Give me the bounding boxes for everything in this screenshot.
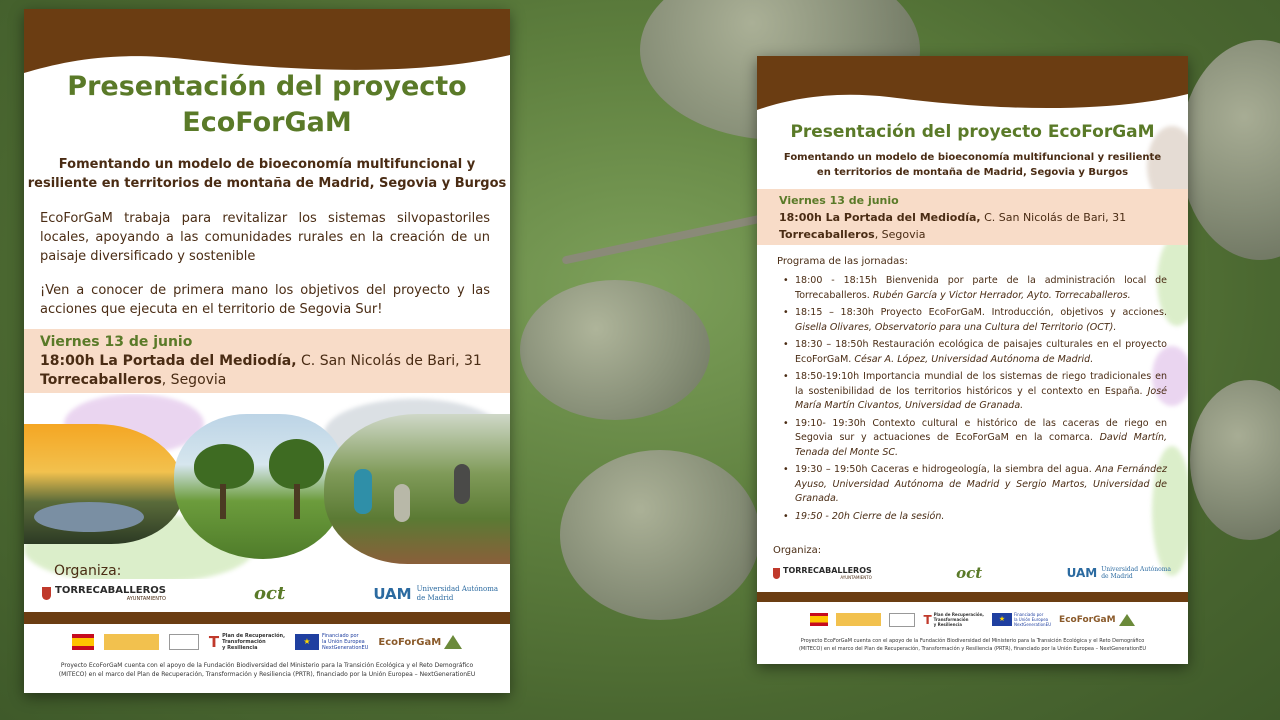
oct-logo: oct [254,583,286,604]
page-title [24,69,510,141]
bottom-band [24,612,510,624]
footnote-line: Proyecto EcoForGaM cuenta con el apoyo de la Fundación Biodiversidad del Ministerio para la Transición Ecológica y el Reto Demográfico [800,638,1145,644]
torrecaballeros-name: TORRECABALLEROS [55,585,166,596]
uam-name-line: de Madrid [416,593,454,602]
bottom-band [757,592,1188,602]
subtitle-line: Fomentando un modelo de bioeconomía multifuncional y resiliente [783,152,1162,163]
tree [269,439,324,489]
event-box [757,189,1188,245]
eu-flag-icon: ★ [992,613,1012,626]
torrecaballeros-sub: AYUNTAMIENTO [840,575,872,580]
eu-line: la Unión Europea [1013,617,1049,622]
eu-logo [295,633,368,651]
background-rock [520,280,710,420]
ministry-block [836,613,881,626]
program-item-text: 18:30 – 18:50h Restauración ecológica de paisajes culturales en el proyecto EcoForGaM. [795,339,1167,365]
funding-footnote [24,661,510,679]
oct-logo: oct [956,564,983,582]
mountain-icon [444,635,462,649]
prtr-text [222,633,285,651]
prtr-logo [209,633,285,651]
prtr-text [934,612,984,627]
eu-text [322,633,368,651]
uam-name-line: Universidad Autónoma [1101,566,1171,573]
program-item [781,463,1167,507]
poster-right [757,56,1188,664]
uam-logo [373,585,498,603]
eu-line: Financiado por [322,633,359,639]
top-band [757,56,1188,88]
eu-text [1014,612,1051,627]
program-item-speaker: Rubén García y Victor Herrador, Ayto. Torrecaballeros. [872,289,1131,301]
uam-mark: UAM [373,584,412,603]
program-item [781,274,1167,303]
top-band [24,9,510,49]
top-band-wave [757,86,1188,118]
ecoforgam-wordmark: EcoForGaM [1059,614,1116,625]
ecoforgam-logo [1059,614,1135,626]
program-item [781,370,1167,414]
uam-name [1101,566,1171,580]
program-item-speaker: David Martín, Tenada del Monte SC. [795,432,1168,458]
organiza-label: Organiza: [773,545,822,556]
program-item-text: 19:10- 19:30h Contexto cultural e histórico de las caceras de riego en Segovia sur y actuaciones de EcoForGaM en la comarca. [795,417,1167,443]
event-box [24,329,510,393]
ecoforgam-logo [378,635,462,649]
event-town: Torrecaballeros [779,228,875,241]
volunteers-photo [324,414,510,564]
program-item-speaker: Ana Fernández Ayuso, Universidad Autónoma de Madrid y Sergio Martos, Universidad de Granada. [795,464,1167,504]
uam-name-line: de Madrid [1101,573,1133,580]
prtr-line: Transformación [933,617,969,622]
eu-line: NextGenerationEU [1013,622,1052,627]
coat-of-arms-icon [42,587,51,600]
background-rock [560,450,760,620]
eu-line: la Unión Europea [322,639,365,645]
torrecaballeros-sub: AYUNTAMIENTO [126,596,166,602]
fundacion-biodiversidad-icon [169,634,199,650]
subtitle [24,155,510,193]
program-item [781,306,1167,335]
program-item-text: 18:15 – 18:30h Proyecto EcoForGaM. Introducción, objetivos y acciones. [795,307,1167,318]
person [394,484,410,522]
organiza-label: Organiza: [54,563,122,579]
subtitle-line: resiliente en territorios de montaña de Madrid, Segovia y Burgos [27,176,507,191]
subtitle [757,150,1188,180]
event-venue: 18:00h La Portada del Mediodía, [779,211,981,224]
organizer-logos [773,564,1171,582]
prtr-line: Plan de Recuperación, [933,612,984,617]
program-item [781,510,1167,525]
subtitle-line: en territorios de montaña de Madrid, Segovia y Burgos [816,167,1129,178]
torrecaballeros-logo [773,566,872,580]
event-location [40,371,494,390]
coat-of-arms-icon [773,568,780,579]
eu-flag-icon: ★ [295,634,319,650]
program-list [781,274,1167,527]
uam-mark: UAM [1066,566,1098,580]
ministry-block [104,634,159,650]
event-place [40,352,494,371]
prtr-line: y Resiliencia [933,622,962,627]
uam-logo [1067,566,1171,580]
program-item-speaker: César A. López, Universidad Autónoma de Madrid. [854,353,1094,365]
event-province: , Segovia [874,228,926,241]
event-address: C. San Nicolás de Bari, 31 [980,211,1127,224]
pond [34,502,144,532]
event-day: Viernes 13 de junio [40,334,193,350]
person [354,469,372,514]
footnote-line: Proyecto EcoForGaM cuenta con el apoyo de la Fundación Biodiversidad del Ministerio para la Transición Ecológica y el Reto Demográfico [60,662,474,669]
background-rock [1180,40,1280,260]
tree [194,444,254,489]
funding-footnote [757,637,1188,653]
background-branch [561,213,768,264]
intro-paragraph: EcoForGaM trabaja para revitalizar los sistemas silvopastoriles locales, apoyando a las comunidades rurales en la creación de un paisaje diversificado y sostenible [40,211,490,264]
program-item-text: 19:30 – 19:50h Caceras e hidrogeología, la siembra del agua. [795,464,1096,475]
person [454,464,470,504]
prtr-logo [923,612,984,627]
prtr-line: Plan de Recuperación, [222,633,285,639]
invite-paragraph: ¡Ven a conocer de primera mano los objetivos del proyecto y las acciones que ejecuta en el territorio de Segovia Sur! [40,283,490,317]
title-line: EcoForGaM [182,107,352,138]
mountain-icon [1119,614,1135,626]
event-place [779,209,1166,226]
organizer-logos [42,583,498,604]
event-day: Viernes 13 de junio [779,194,899,207]
prtr-mark-icon: T [923,612,932,627]
program-item-speaker: 19:50 - 20h Cierre de la sesión. [795,510,945,522]
uam-name-line: Universidad Autónoma [416,584,498,593]
torrecaballeros-logo [42,585,166,602]
event-venue: 18:00h La Portada del Mediodía, [40,353,297,369]
footnote-line: (MITECO) en el marco del Plan de Recuperación, Transformación y Resiliencia (PRTR), financiado por la Unión Europea – NextGenerationEU [58,671,476,678]
page-title: Presentación del proyecto EcoForGaM [790,122,1155,142]
prtr-mark-icon: T [208,633,220,651]
title-line: Presentación del proyecto [67,71,467,102]
program-item-text: 18:50-19:10h Importancia mundial de los sistemas de riego tradicionales en la sostenibilidad de los territorios históricos y el contexto en España. [795,371,1167,397]
background-rock [1190,380,1280,540]
subtitle-line: Fomentando un modelo de bioeconomía multifuncional y [58,157,476,172]
event-address: C. San Nicolás de Bari, 31 [296,353,482,369]
spain-flag-icon [810,613,828,626]
eu-line: Financiado por [1013,612,1044,617]
spain-flag-icon [72,634,94,650]
program-item-text: 18:00 - 18:15h Bienvenida por parte de la administración local de Torrecaballeros. [795,275,1167,301]
ecoforgam-wordmark: EcoForGaM [378,636,442,648]
tree-trunk [294,484,300,519]
eu-logo [992,612,1051,627]
tree-trunk [220,484,226,519]
funders-row [24,633,510,651]
photo-collage [24,394,510,579]
prtr-line: Transformación [222,639,266,645]
event-province: , Segovia [161,372,227,388]
eu-line: NextGenerationEU [322,645,369,651]
prtr-line: y Resiliencia [222,645,258,651]
uam-name [417,585,498,603]
poster-left [24,9,510,693]
program-item [781,417,1167,461]
event-town: Torrecaballeros [40,372,162,388]
program-item [781,338,1167,367]
program-heading: Programa de las jornadas: [777,256,908,267]
torrecaballeros-name: TORRECABALLEROS [783,566,872,575]
footnote-line: (MITECO) en el marco del Plan de Recuperación, Transformación y Resiliencia (PRTR), financiado por la Unión Europea – NextGenerationEU [798,646,1147,652]
program-item-speaker: José María Martín Civantos, Universidad de Granada. [795,385,1167,411]
fundacion-biodiversidad-icon [889,613,915,627]
event-location [779,226,1166,243]
funders-row [757,612,1188,627]
program-item-speaker: Gisella Olivares, Observatorio para una Cultura del Territorio (OCT). [795,321,1117,333]
